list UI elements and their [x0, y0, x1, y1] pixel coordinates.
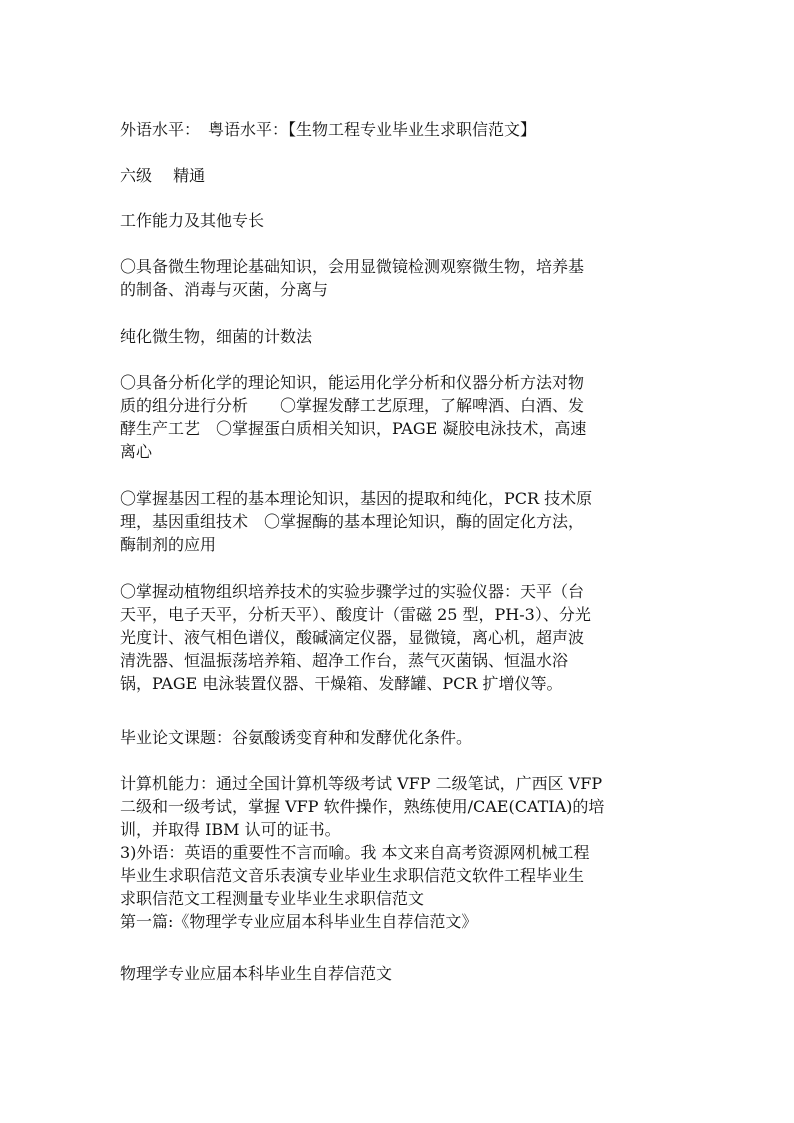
text-line: 〇掌握基因工程的基本理论知识，基因的提取和纯化，PCR 技术原 [120, 489, 593, 508]
paragraph-purification [120, 325, 675, 348]
paragraph-microbiology [120, 255, 675, 301]
text-line: 离心 [120, 442, 153, 461]
text-line: 六级 精通 [120, 166, 206, 185]
text-line: 第一篇:《物理学专业应届本科毕业生自荐信范文》 [120, 912, 478, 931]
text-line: 毕业论文课题：谷氨酸诱变育种和发酵优化条件。 [120, 728, 473, 747]
text-line: 〇具备微生物理论基础知识，会用显微镜检测观察微生物，培养基 [120, 257, 585, 276]
text-line: 〇具备分析化学的理论知识，能运用化学分析和仪器分析方法对物 [120, 373, 585, 392]
text-line: 锅，PAGE 电泳装置仪器、干燥箱、发酵罐、PCR 扩增仪等。 [120, 674, 563, 693]
paragraph-final-title [120, 962, 675, 985]
text-line: 3)外语：英语的重要性不言而喻。我 本文来自高考资源网机械工程 [120, 843, 590, 862]
paragraph-genetic-engineering [120, 487, 675, 556]
text-line: 毕业生求职信范文音乐表演专业毕业生求职信范文软件工程毕业生 [120, 866, 585, 885]
language-level-line [120, 118, 675, 141]
language-proficiency [120, 164, 675, 187]
text-line: 清洗器、恒温振荡培养箱、超净工作台，蒸气灭菌锅、恒温水浴 [120, 651, 569, 670]
text-line: 求职信范文工程测量专业毕业生求职信范文 [120, 889, 425, 908]
text-line: 训，并取得 IBM 认可的证书。 [120, 820, 341, 839]
text-line: 天平，电子天平，分析天平）、酸度计（雷磁 25 型，PH-3）、分光 [120, 605, 591, 624]
text-line: 质的组分进行分析 〇掌握发酵工艺原理，了解啤酒、白酒、发 [120, 396, 585, 415]
text-line: 工作能力及其他专长 [120, 211, 265, 230]
paragraph-computer-skills [120, 772, 675, 933]
text-line: 二级和一级考试，掌握 VFP 软件操作，熟练使用/CAE(CATIA)的培 [120, 797, 605, 816]
text-line: 物理学专业应届本科毕业生自荐信范文 [120, 964, 393, 983]
paragraph-thesis [120, 726, 675, 749]
text-line: 酶制剂的应用 [120, 535, 217, 554]
text-line: 理，基因重组技术 〇掌握酶的基本理论知识，酶的固定化方法， [120, 512, 585, 531]
text-line: 光度计、液气相色谱仪，酸碱滴定仪器，显微镜，离心机，超声波 [120, 628, 585, 647]
text-line: 的制备、消毒与灭菌，分离与 [120, 280, 329, 299]
paragraph-lab-instruments [120, 580, 675, 695]
text-line: 纯化微生物，细菌的计数法 [120, 327, 313, 346]
text-line: 〇掌握动植物组织培养技术的实验步骤学过的实验仪器：天平（台 [120, 582, 585, 601]
text-line: 外语水平： 粤语水平：【生物工程专业毕业生求职信范文】 [120, 120, 537, 139]
section-heading-abilities [120, 209, 675, 232]
text-line: 酵生产工艺 〇掌握蛋白质相关知识，PAGE 凝胶电泳技术，高速 [120, 419, 587, 438]
paragraph-analytical-chemistry [120, 371, 675, 463]
text-line: 计算机能力：通过全国计算机等级考试 VFP 二级笔试，广西区 VFP [120, 774, 603, 793]
